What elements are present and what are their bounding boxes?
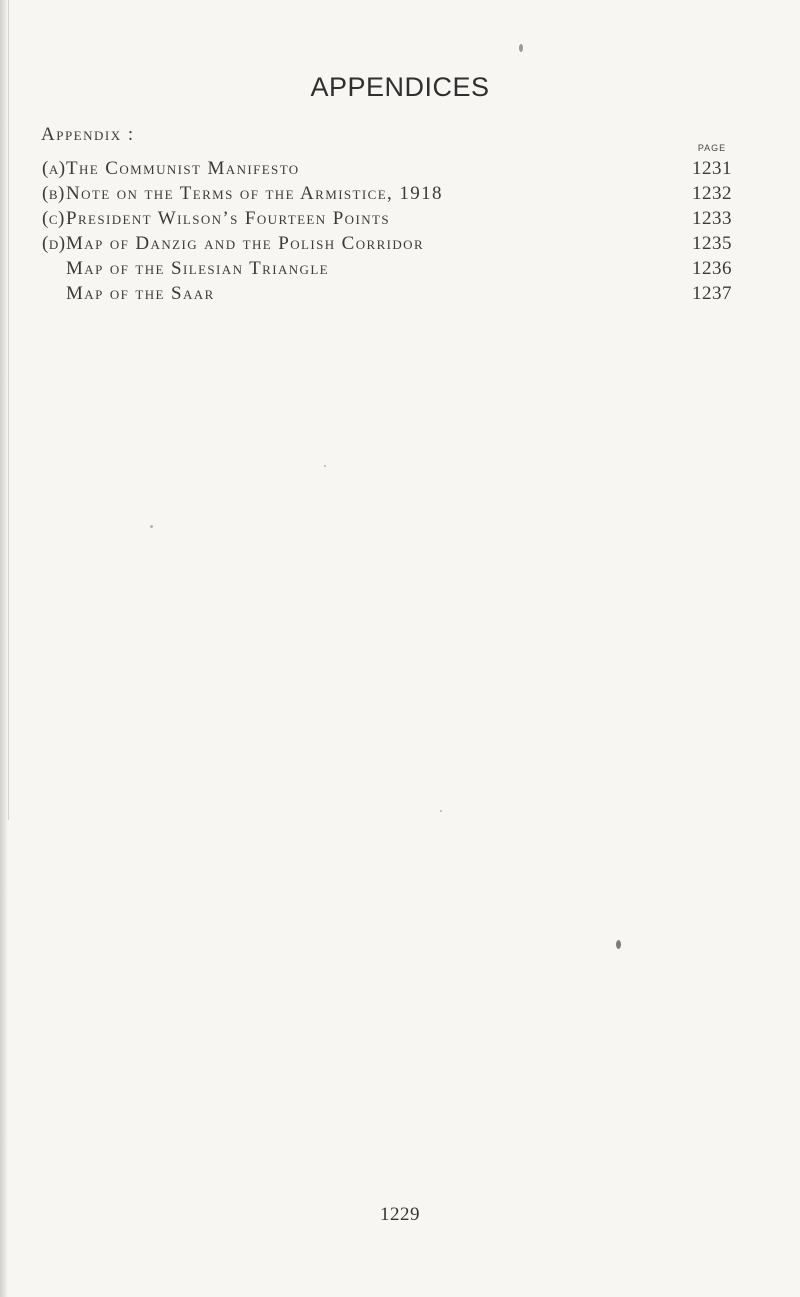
toc-entry-page: 1237 (692, 283, 732, 304)
appendix-contents-list (0, 156, 800, 306)
toc-entry (0, 156, 800, 181)
toc-entry-letter: (a) (42, 158, 66, 179)
toc-entry (0, 206, 800, 231)
page-number: 1229 (380, 1204, 420, 1225)
paper-speck (519, 44, 523, 52)
toc-entry-page: 1232 (692, 183, 732, 204)
toc-entry-page: 1233 (692, 208, 732, 229)
toc-entry-letter: (d) (42, 233, 66, 254)
toc-entry (0, 256, 800, 281)
page-column-header: PAGE (697, 143, 727, 153)
toc-entry-page: 1236 (692, 258, 732, 279)
toc-entry-title: The Communist Manifesto (66, 158, 300, 179)
toc-entry (0, 231, 800, 256)
toc-entry-page: 1235 (692, 233, 732, 254)
toc-entry-letter: (b) (42, 183, 65, 204)
page-edge-rule (8, 0, 9, 820)
paper-speck (616, 940, 621, 949)
toc-entry-title: President Wilson’s Fourteen Points (66, 208, 390, 229)
toc-entry-title: Note on the Terms of the Armistice, 1918 (66, 183, 443, 204)
toc-entry-title: Map of the Silesian Triangle (66, 258, 330, 279)
toc-entry-title: Map of Danzig and the Polish Corridor (66, 233, 425, 254)
paper-speck (150, 525, 153, 528)
page-title: APPENDICES (310, 72, 490, 102)
toc-entry (0, 281, 800, 306)
paper-speck (324, 465, 326, 467)
appendix-label: Appendix : (41, 124, 135, 145)
toc-entry-page: 1231 (692, 158, 732, 179)
toc-entry-title: Map of the Saar (66, 283, 215, 304)
paper-speck (440, 810, 442, 812)
toc-entry (0, 181, 800, 206)
toc-entry-letter: (c) (42, 208, 65, 229)
